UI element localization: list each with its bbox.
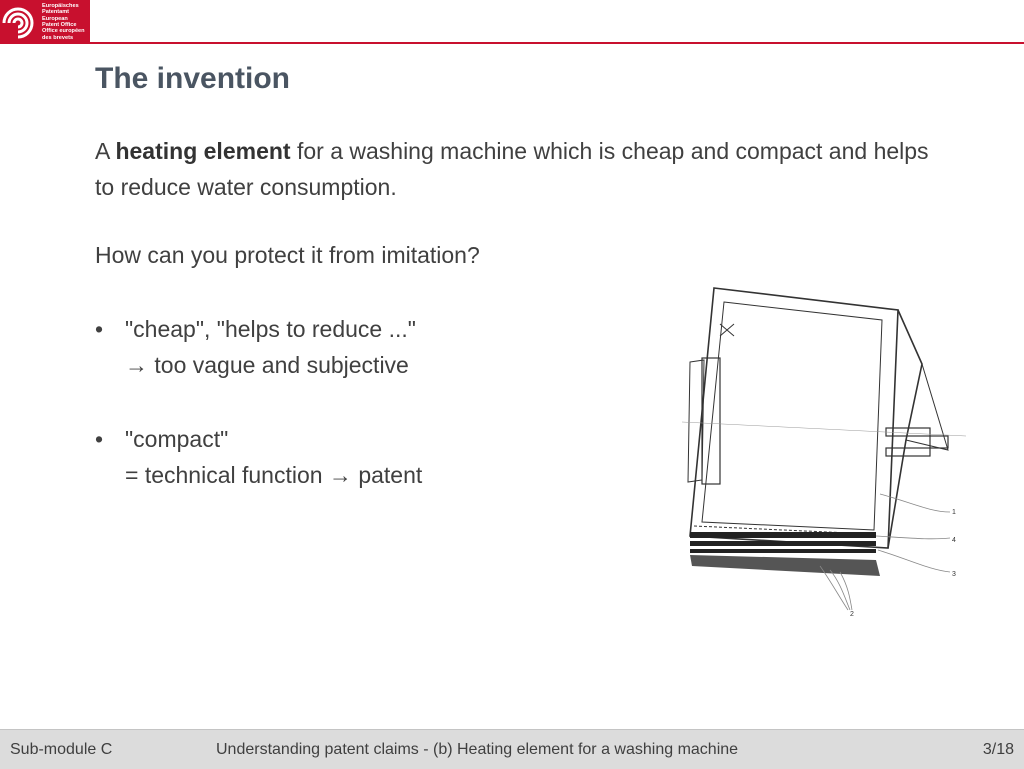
logo-line: Patent Office <box>42 22 77 28</box>
bullet-line: "compact" <box>125 426 229 452</box>
slide-title: The invention <box>95 62 290 95</box>
logo-line: des brevets <box>42 34 74 41</box>
label-4: 4 <box>952 537 956 544</box>
bullet-line: "cheap", "helps to reduce ..." <box>125 316 416 342</box>
slide-footer <box>0 729 1024 769</box>
header-divider <box>90 42 1024 44</box>
footer-module: Sub-module C <box>10 741 113 758</box>
bullet-item <box>95 421 422 493</box>
intro-rest: for a washing machine which is cheap and compact and helps to reduce water consumption. <box>95 138 929 200</box>
heating-element-drawing <box>680 280 970 620</box>
intro-bold-term: heating element <box>115 138 291 164</box>
bullet-subline: → too vague and subjective <box>125 352 409 378</box>
epo-logo-icon <box>0 0 40 44</box>
logo-line: European <box>42 15 68 22</box>
bullet-item <box>95 311 416 383</box>
bullet-marker: • <box>95 316 104 342</box>
page-number: 3/18 <box>982 741 1014 758</box>
label-1: 1 <box>952 509 956 516</box>
invention-description <box>95 133 935 205</box>
epo-logo <box>0 0 90 44</box>
bullet-marker: • <box>95 426 104 452</box>
logo-line: Office européen <box>42 28 85 35</box>
logo-line: Patentamt <box>42 9 70 16</box>
question-text: How can you protect it from imitation? <box>95 242 480 268</box>
intro-prefix: A <box>95 138 116 164</box>
logo-line: Europäisches <box>42 2 79 9</box>
bullet-subline: = technical function → patent <box>125 462 423 488</box>
footer-subtitle: Understanding patent claims - (b) Heating element for a washing machine <box>216 741 739 758</box>
label-2: 2 <box>850 611 854 618</box>
logo-wordmark <box>42 3 88 41</box>
label-3: 3 <box>952 571 956 578</box>
